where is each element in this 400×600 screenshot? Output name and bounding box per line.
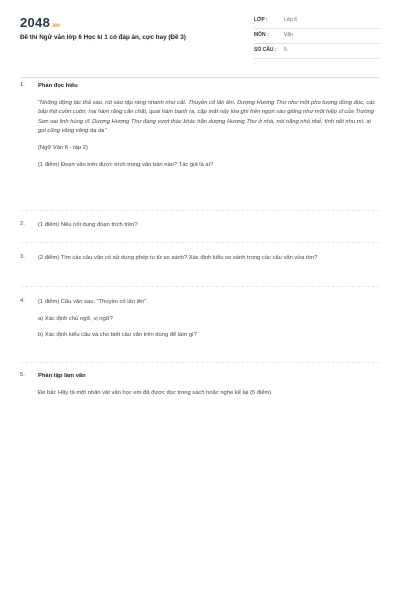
meta-class-label: LỚP :: [254, 17, 268, 23]
question-number: 1.: [20, 82, 25, 88]
passage-source: (Ngữ Văn 6 - tập 2): [38, 144, 88, 151]
meta-subject-row: [254, 29, 380, 44]
document-header: [0, 0, 400, 72]
question-body: [38, 254, 378, 264]
question-text: (1 điểm) Câu văn sau: “Thuyền cố lấn lên”.: [38, 299, 148, 305]
meta-count-label: SỐ CÂU :: [254, 47, 277, 53]
meta-count-row: [254, 44, 380, 59]
question-number: 5.: [20, 372, 25, 378]
meta-subject-value: Văn: [284, 32, 293, 38]
question-body: [38, 372, 378, 398]
question-text: (1 điểm) Nêu nội dung đoạn trích trên?: [38, 222, 138, 228]
sub-question-b: b) Xác định kiểu câu và cho biết câu văn trên dùng để làm gì?: [38, 332, 197, 339]
meta-class-row: [254, 14, 380, 29]
meta-count-value: 5: [284, 47, 287, 53]
section-heading-writing: Phần tập làm văn: [38, 373, 86, 379]
sub-question-a: a) Xác định chủ ngữ, vị ngữ?: [38, 315, 113, 322]
meta-class-value: Lớp 6: [284, 17, 298, 23]
meta-subject-label: MÔN :: [254, 32, 269, 38]
exam-title: Đề thi Ngữ văn lớp 6 Học kì 1 có đáp án, cực hay (Đề 3): [20, 34, 186, 41]
logo-domain-text: .vn: [51, 23, 60, 29]
question-separator: [20, 362, 380, 363]
question-text: (2 điểm) Tìm các câu văn có sử dụng phép tu từ so sánh? Xác định kiểu so sánh trong các câu văn vừa tìm?: [38, 255, 318, 261]
section-heading-reading: Phần đọc hiểu: [38, 83, 78, 89]
question-body: [38, 298, 378, 341]
question-body: [38, 82, 378, 170]
question-text: Đề bài: Hãy tả một nhân vật văn học em đã được đọc trong sách hoặc nghe kể lại (5 điểm): [38, 389, 272, 396]
logo-main-text: 2048: [20, 15, 51, 30]
question-number: 2.: [20, 221, 25, 227]
question-separator: [20, 242, 380, 243]
site-logo[interactable]: [20, 14, 60, 28]
question-body: [38, 221, 378, 231]
reading-passage: “Những động tác thả sào, rút sào rập ràng nhanh như cắt. Thuyền cố lấn lên. Dượng Hương Thư như một pho tượng đồng đúc, các bắp thịt cuồn cuộn, hai hàm răng cắn chặt, quai hàm bạnh ra, cặp mắt nảy lửa ghì trên ngọn sào giống như một hiệp sĩ của Trường Sơn oai linh hùng vĩ. Dượng Hương Thư đang vượt thác khác hẳn dượng Hương Thư ở nhà, nói năng nhỏ nhẻ, tính nết nhu mì, ai gọi cũng vâng vâng dạ dạ”: [38, 99, 376, 135]
question-separator: [20, 286, 380, 287]
question-number: 3.: [20, 254, 25, 260]
question-number: 4.: [20, 298, 25, 304]
header-divider: [20, 77, 380, 78]
question-text: (1 điểm) Đoạn văn trên được trích trong văn bản nào? Tác giả là ai?: [38, 161, 214, 168]
question-separator: [20, 210, 380, 211]
